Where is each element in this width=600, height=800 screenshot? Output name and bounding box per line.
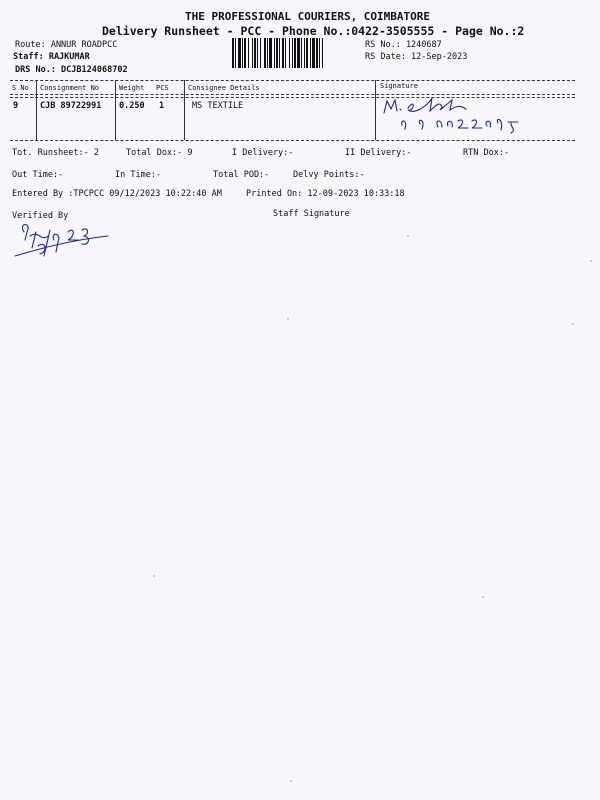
barcode-bar [276,38,278,68]
scan-speck [482,596,484,598]
col-divider [184,80,185,140]
row-consignee: MS TEXTILE [192,101,244,111]
header-weight: Weight [119,84,145,92]
barcode-bar [232,38,234,68]
scan-speck [572,323,574,325]
staff-label: Staff: RAJKUMAR [13,52,90,62]
header-consignee: Consignee Details [188,84,260,92]
i-delivery: I Delivery:- [232,148,294,158]
entered-by: Entered By :TPCPCC 09/12/2023 10:22:40 AM [12,189,222,199]
barcode-bar [294,38,296,68]
staff-signature-label: Staff Signature [273,209,350,219]
row-consignment: CJB 89722991 [40,101,102,111]
company-name: THE PROFESSIONAL COURIERS, COIMBATORE [185,10,431,23]
barcode-bar [274,38,275,68]
barcode-bar [304,38,305,68]
verification-signature [12,218,112,262]
barcode-bar [306,38,308,68]
header-signature: Signature [380,82,418,90]
barcode-bar [254,38,256,68]
col-divider [115,80,116,140]
header-sno: S No [12,84,29,92]
rtn-dox: RTN Dox:- [463,148,510,158]
row-pcs: 1 [159,101,165,111]
drs-number: DRS No.: DCJB124068702 [15,65,128,75]
route-label: Route: ANNUR ROADPCC [15,40,118,50]
barcode-bar [257,38,258,68]
barcode-bar [316,38,318,68]
row-sno: 9 [13,101,19,111]
total-pod: Total POD:- [213,170,270,180]
scan-speck [407,235,409,237]
table-top-rule [10,80,575,81]
printed-on: Printed On: 12-09-2023 10:33:18 [246,189,405,199]
barcode-bar [260,38,261,68]
barcode-bar [301,38,302,68]
barcode-bar [282,38,284,68]
runsheet-title: Delivery Runsheet - PCC - Phone No.:0422-3505555 - Page No.:2 [102,24,525,38]
barcode-bar [242,38,243,68]
barcode-bar [244,38,246,68]
header-consignment: Consignment No [40,84,100,92]
barcode-bar [312,38,315,68]
barcode-bar [297,38,300,68]
barcode [232,38,357,68]
barcode-bar [235,38,236,68]
table-bottom-rule [10,140,575,141]
rs-number: RS No.: 1240687 [365,40,442,50]
barcode-bar [289,38,290,68]
scan-speck [290,780,292,782]
barcode-bar [264,38,266,68]
rs-date: RS Date: 12-Sep-2023 [365,52,468,62]
barcode-bar [292,38,293,68]
handwritten-signature [380,95,540,137]
total-runsheet: Tot. Runsheet:- 2 [12,148,99,158]
barcode-bar [285,38,286,68]
out-time: Out Time:- [12,170,64,180]
delvy-points: Delvy Points:- [293,170,365,180]
col-divider [36,80,37,140]
scan-speck [590,260,592,262]
scan-speck [153,575,155,577]
barcode-bar [267,38,268,68]
row-weight: 0.250 [119,101,145,111]
col-divider [375,80,376,140]
barcode-bar [279,38,280,68]
scan-speck [287,318,289,320]
in-time: In Time:- [115,170,162,180]
barcode-bar [319,38,320,68]
total-dox: Total Dox:- 9 [126,148,193,158]
barcode-bar [322,38,323,68]
ii-delivery: II Delivery:- [345,148,412,158]
header-pcs: PCS [156,84,169,92]
barcode-bar [238,38,241,68]
barcode-bar [269,38,272,68]
barcode-bar [252,38,253,68]
barcode-bar [310,38,311,68]
barcode-bar [248,38,249,68]
verified-by-label: Verified By [12,211,69,221]
